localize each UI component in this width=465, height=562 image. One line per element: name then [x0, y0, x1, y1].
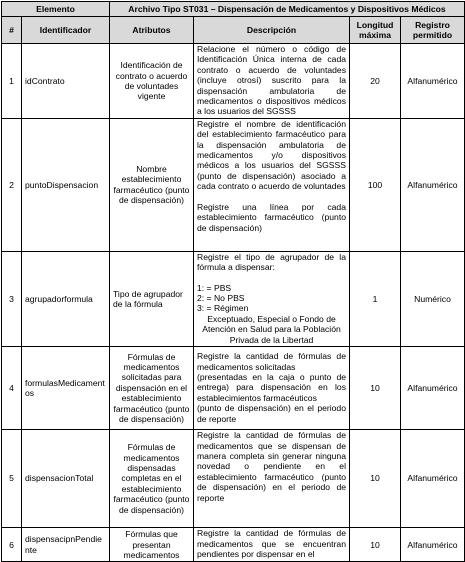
row-atributos: Nombre establecimiento farmacéutico (punto de dispensación): [110, 118, 194, 251]
row-atributos: Identificación de contrato o acuerdo de voluntades vigente: [110, 44, 194, 119]
desc-line: Registre una línea por cada establecimiento farmacéutico (punto de dispensación): [197, 201, 346, 233]
row-atributos: Tipo de agrupador de la fórmula: [110, 251, 194, 346]
row-registro: Numérico: [401, 251, 465, 346]
desc-line: Registre el tipo de agrupador de la fórmula a dispensar:: [197, 251, 346, 273]
header-identificador: Identificador: [22, 17, 110, 44]
row-longitud: 1: [350, 251, 401, 346]
row-num: 2: [2, 118, 22, 251]
header-elemento: Elemento: [2, 2, 110, 17]
table-row: [2, 251, 465, 346]
table-row: [2, 528, 465, 562]
row-descripcion: [194, 44, 350, 119]
desc-line: (punto de dispensación) en el periodo de reporte: [197, 403, 346, 424]
row-descripcion: [194, 347, 350, 430]
row-num: 6: [2, 528, 22, 562]
header-registro: Registro permitido: [401, 17, 465, 44]
row-registro: Alfanumérico: [401, 347, 465, 430]
row-registro: Alfanumérico: [401, 528, 465, 562]
row-num: 4: [2, 347, 22, 430]
desc-line: Registre la cantidad de fórmulas de medicamentos que se encuentran pendientes por dispensar en el: [197, 528, 346, 559]
row-registro: Alfanumérico: [401, 430, 465, 528]
header-longitud: Longitud máxima: [350, 17, 401, 44]
row-longitud: 10: [350, 347, 401, 430]
header-descripcion: Descripción: [194, 17, 350, 44]
desc-line: Relacione el número o código de Identificación Única interna de cada contrato o acuerdo de voluntades (incluye otrosí) suscrito para la dispensación ambulatoria de medicamentos o dispositivos médicos a los usuarios del SGSSS: [197, 44, 346, 117]
row-identificador: dispensacipnPendiente: [22, 528, 110, 562]
table-row: [2, 347, 465, 430]
header-archivo-title: Archivo Tipo ST031 – Dispensación de Medicamentos y Dispositivos Médicos: [110, 2, 465, 17]
row-identificador: agrupadorformula: [22, 251, 110, 346]
row-atributos: Fórmulas de medicamentos solicitadas para dispensación en el establecimiento farmacéutico (punto de dispensación): [110, 347, 194, 430]
row-descripcion: [194, 528, 350, 562]
table-row: [2, 430, 465, 528]
row-longitud: 20: [350, 44, 401, 119]
row-descripcion: [194, 430, 350, 528]
desc-line: Registre la cantidad de fórmulas de medicamentos solicitadas: [197, 351, 346, 372]
row-descripcion: [194, 251, 350, 346]
desc-line: 2: = No PBS: [197, 293, 245, 304]
row-longitud: 10: [350, 430, 401, 528]
row-num: 5: [2, 430, 22, 528]
desc-line: 3: = Régimen: [197, 303, 249, 314]
row-atributos: Fórmulas de medicamentos dispensadas completas en el establecimiento farmacéutico (punto de dispensación): [110, 430, 194, 528]
desc-line: Registre el nombre de identificación del establecimiento farmacéutico para la dispensación ambulatoria de medicamentos y/o dispositivos médicos a los usuarios del SGSSS (punto de dispensación) asociado a cada contrato o acuerdo de voluntades: [197, 118, 346, 192]
row-identificador: dispensacionTotal: [22, 430, 110, 528]
row-longitud: 100: [350, 118, 401, 251]
row-registro: Alfanumérico: [401, 44, 465, 119]
row-identificador: formulasMedicamentos: [22, 347, 110, 430]
row-longitud: 10: [350, 528, 401, 562]
row-descripcion: [194, 118, 350, 251]
desc-line: (presentadas en la caja o punto de entrega) para dispensación en los establecimientos farmacéuticos: [197, 371, 346, 403]
table-row: [2, 118, 465, 251]
table-row: [2, 44, 465, 119]
header-num: #: [2, 17, 22, 44]
row-atributos: Fórmulas que presentan medicamentos: [110, 528, 194, 562]
row-identificador: idContrato: [22, 44, 110, 119]
st031-spec-table: [1, 1, 465, 562]
row-registro: Alfanumérico: [401, 118, 465, 251]
row-identificador: puntoDispensacion: [22, 118, 110, 251]
header-atributos: Atributos: [110, 17, 194, 44]
desc-line: Registre la cantidad de fórmulas de medicamentos que se dispensan de manera completa sin generar ninguna novedad o pendiente en el establecimiento farmacéutico (punto de dispensación) en el periodo de reporte: [197, 430, 346, 503]
row-num: 3: [2, 251, 22, 346]
row-num: 1: [2, 44, 22, 119]
desc-line: Exceptuado, Especial o Fondo de Atención en Salud para la Población Privada de la Libertad: [202, 313, 341, 345]
desc-line: 1: = PBS: [197, 282, 232, 293]
